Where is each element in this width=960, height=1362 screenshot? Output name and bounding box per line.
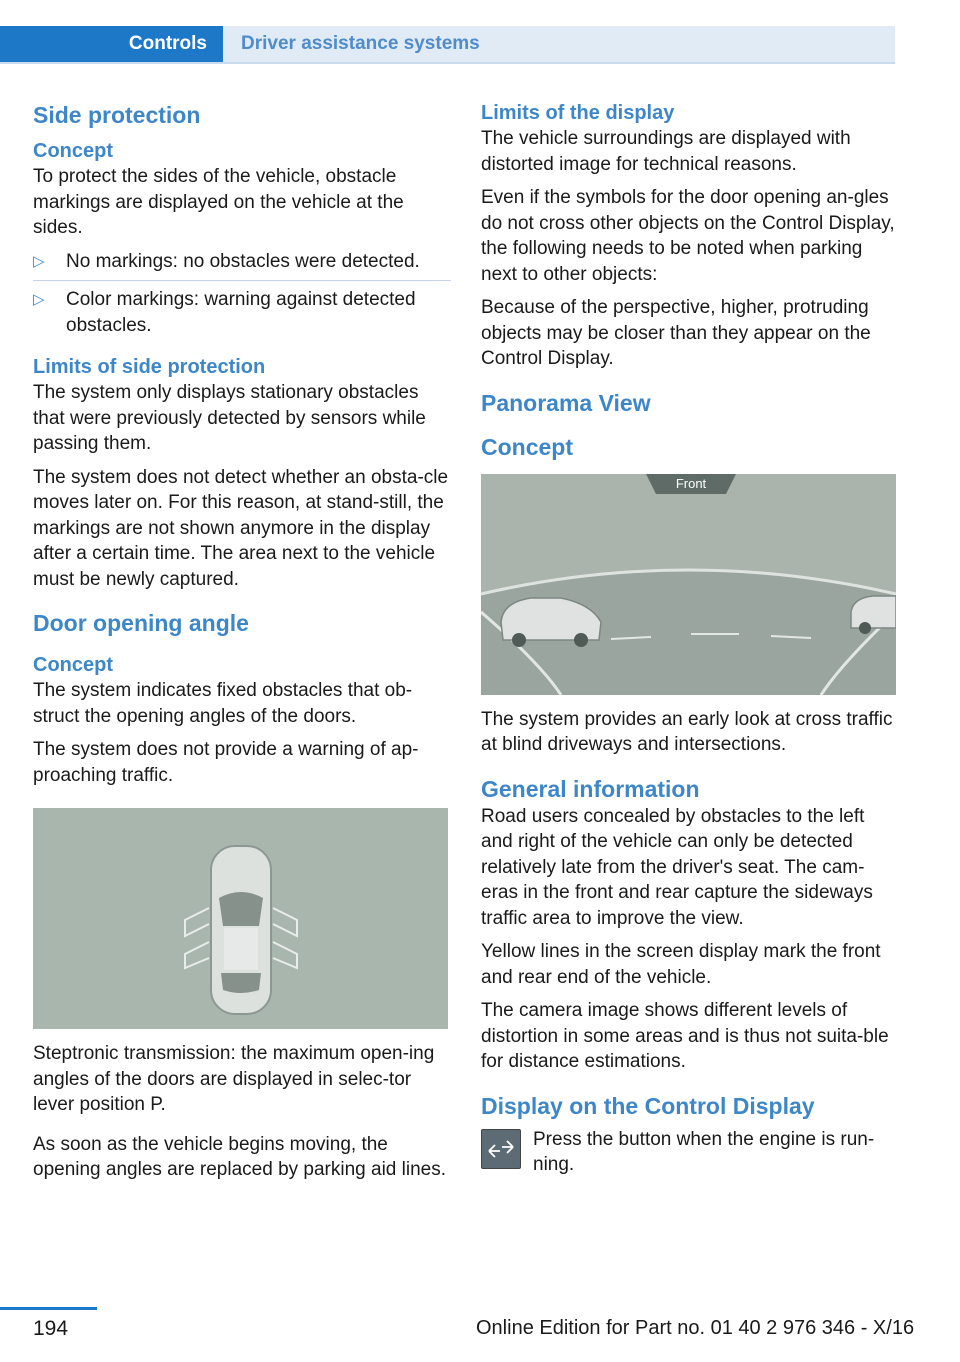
left-column (33, 100, 451, 1191)
side-protection-concept-heading: Concept (33, 140, 113, 162)
limits-side-protection-p2: The system does not detect whether an obsta-cle moves later on. For this reason, at stand-still, the markings are not shown anymore in the display after a certain time. The area next to the vehicle must be newly captured. (33, 466, 449, 590)
triangle-bullet-icon: ▷ (33, 291, 45, 308)
header-chapter-tab (223, 26, 895, 62)
door-opening-title: Door opening angle (33, 610, 249, 636)
limits-display-p2: Even if the symbols for the door opening an-gles do not cross other objects on the Control Display, the following needs to be noted when parking next to other objects: (481, 187, 895, 285)
header-section-label: Controls (128, 33, 207, 54)
panorama-p1: The system provides an early look at cross traffic at blind driveways and intersections. (481, 708, 893, 755)
panorama-figure (481, 474, 896, 695)
door-opening-p2: The system does not provide a warning of ap-proaching traffic. (33, 739, 419, 786)
display-instruction-text: Press the button when the engine is run-ning. (533, 1128, 875, 1175)
list-item (33, 287, 451, 344)
panorama-camera-image (481, 474, 896, 695)
door-opening-p4: As soon as the vehicle begins moving, the opening angles are replaced by parking aid lines. (33, 1133, 446, 1180)
side-protection-title: Side protection (33, 102, 201, 128)
limits-side-protection-p1: The system only displays stationary obstacles that were previously detected by sensors while passing them. (33, 382, 426, 454)
header-section-tab (0, 26, 223, 62)
door-opening-p1: The system indicates fixed obstacles that ob-struct the opening angles of the doors. (33, 680, 413, 727)
side-protection-concept-text: To protect the sides of the vehicle, obstacle markings are displayed on the vehicle at the sides. (33, 166, 404, 238)
page-number: 194 (33, 1317, 69, 1340)
general-info-p3: The camera image shows different levels of distortion in some areas and is thus not suita-ble for distance estimations. (481, 1000, 889, 1072)
door-opening-concept-heading: Concept (33, 654, 113, 676)
display-instruction (481, 1127, 899, 1186)
right-column (481, 100, 899, 1186)
door-opening-p3: Steptronic transmission: the maximum open-ing angles of the doors are displayed in selec-tor lever position P. (33, 1043, 435, 1115)
footer-divider (0, 1307, 97, 1310)
car-top-view-image (33, 808, 448, 1029)
panorama-front-label: Front (675, 475, 707, 491)
door-opening-figure (33, 808, 448, 1029)
general-info-p2: Yellow lines in the screen display mark the front and rear end of the vehicle. (481, 941, 881, 988)
display-control-heading: Display on the Control Display (481, 1092, 815, 1119)
panorama-title: Panorama View (481, 389, 651, 416)
limits-display-heading: Limits of the display (481, 102, 675, 124)
side-protection-bullets (33, 249, 451, 345)
list-item-text: No markings: no obstacles were detected. (66, 250, 420, 272)
panorama-button-icon (481, 1129, 521, 1169)
edition-info: Online Edition for Part no. 01 40 2 976 346 - X/16 (476, 1317, 915, 1339)
general-info-p1: Road users concealed by obstacles to the left and right of the vehicle can only be detected relatively late from the driver's seat. The cam-eras in the front and rear capture the sideways traffic area to improve the view. (481, 805, 873, 929)
header-chapter-label: Driver assistance systems (241, 33, 480, 54)
triangle-bullet-icon: ▷ (33, 252, 45, 270)
panorama-concept-heading: Concept (481, 433, 573, 460)
general-info-heading: General information (481, 775, 700, 802)
list-item (33, 249, 451, 282)
list-item-text: Color markings: warning against detected obstacles. (66, 289, 416, 336)
limits-display-p1: The vehicle surroundings are displayed with distorted image for technical reasons. (481, 128, 851, 175)
limits-display-p3: Because of the perspective, higher, protruding objects may be closer than they appear on the Control Display. (481, 297, 871, 369)
header-divider (0, 62, 895, 64)
limits-side-protection-heading: Limits of side protection (33, 356, 266, 378)
